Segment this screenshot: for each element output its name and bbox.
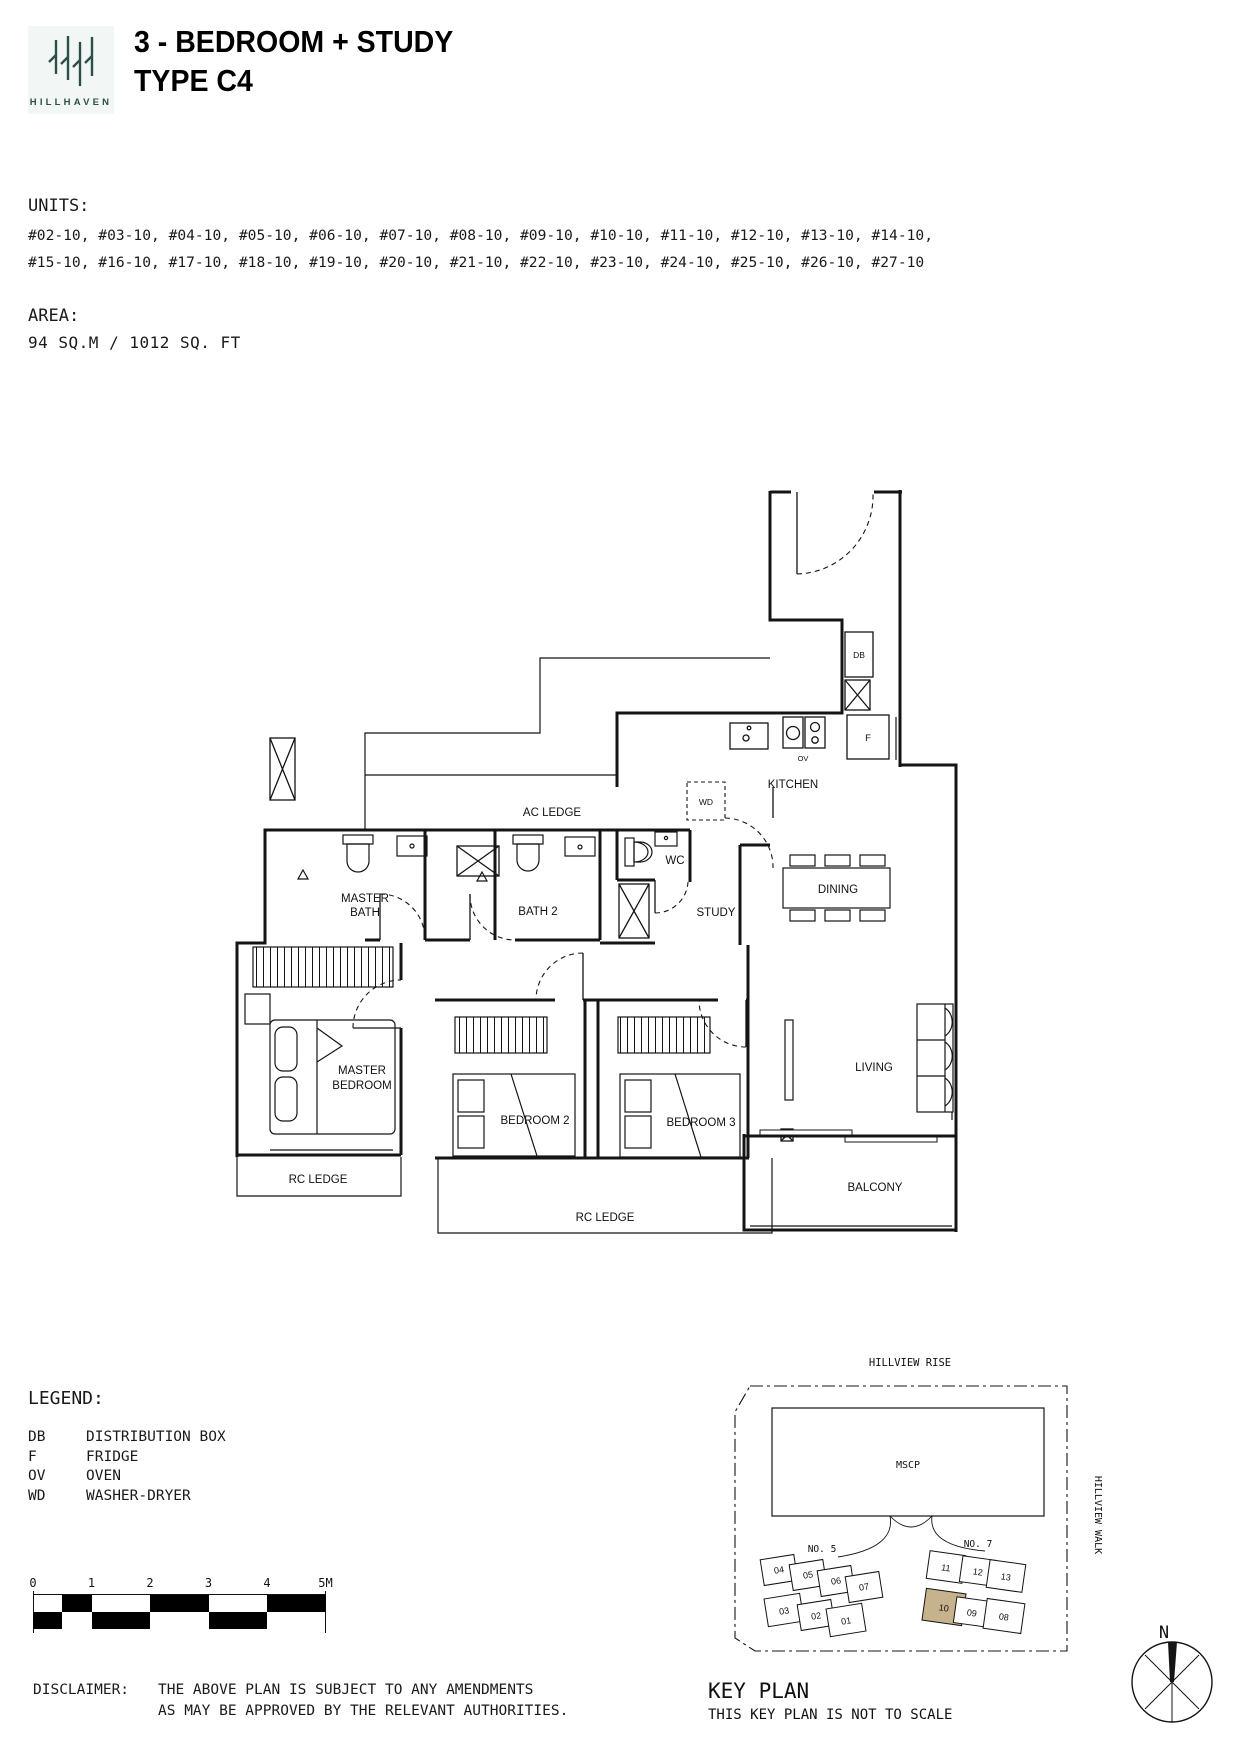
legend-abbr: DB [28, 1429, 46, 1445]
units-list [28, 222, 933, 276]
hillhaven-logo-icon [42, 34, 100, 90]
block-no7-units [922, 1551, 1026, 1634]
label-oven: OV [797, 754, 809, 763]
svg-text:08: 08 [998, 1611, 1010, 1623]
label-ac-ledge: AC LEDGE [522, 807, 582, 819]
label-bath2: BATH 2 [518, 906, 558, 918]
scale-tick-5: 5M [318, 1576, 333, 1590]
legend-abbr: WD [28, 1487, 46, 1504]
area-label: AREA: [28, 306, 80, 326]
disclaimer [33, 1680, 568, 1722]
svg-text:04: 04 [773, 1564, 785, 1576]
disclaimer-line-2: AS MAY BE APPROVED BY THE RELEVANT AUTHORITIES. [158, 1703, 569, 1719]
mscp-label: MSCP [895, 1460, 921, 1471]
label-study: STUDY [696, 907, 736, 919]
label-wc: WC [665, 855, 685, 867]
highlighted-unit-10: 10 [938, 1602, 950, 1614]
svg-text:09: 09 [966, 1607, 978, 1619]
legend-desc: DISTRIBUTION BOX [86, 1429, 226, 1445]
disclaimer-text [158, 1680, 568, 1722]
label-master-bedroom-2: BEDROOM [332, 1080, 392, 1092]
legend-row-wd [28, 1487, 226, 1507]
key-plan [640, 1350, 1240, 1755]
scale-tick-3: 3 [204, 1576, 213, 1590]
road-hillview-walk: HILLVIEW WALK [1092, 1475, 1103, 1555]
scale-tick-2: 2 [146, 1576, 154, 1590]
units-label: UNITS: [28, 196, 90, 216]
logo-wordmark: HILLHAVEN [29, 97, 113, 108]
legend-desc: OVEN [86, 1468, 121, 1484]
svg-text:13: 13 [1000, 1571, 1012, 1583]
driveway [838, 1516, 985, 1557]
north-compass-icon [1132, 1623, 1212, 1722]
hillhaven-logo [28, 26, 114, 114]
legend-items [28, 1428, 226, 1506]
label-db: DB [853, 650, 865, 660]
label-rc-ledge-left: RC LEDGE [288, 1174, 348, 1186]
label-master-bath-2: BATH [350, 907, 380, 919]
keyplan-title: KEY PLAN [708, 1679, 810, 1703]
title-line-1: 3 - BEDROOM + STUDY [134, 24, 454, 59]
area-value: 94 SQ.M / 1012 SQ. FT [28, 333, 241, 352]
legend-abbr: OV [28, 1468, 46, 1484]
legend-row-ov [28, 1467, 226, 1487]
scale-tick-4: 4 [263, 1576, 271, 1590]
label-master-bedroom-1: MASTER [338, 1065, 386, 1077]
label-master-bath-1: MASTER [341, 893, 389, 905]
block-no5-label: NO. 5 [807, 1544, 837, 1555]
scale-bar-blocks [33, 1594, 326, 1629]
disclaimer-label: DISCLAIMER: [33, 1682, 130, 1698]
legend-abbr: F [28, 1448, 37, 1465]
scale-tick-0: 0 [29, 1576, 37, 1590]
svg-text:02: 02 [810, 1610, 822, 1622]
svg-text:06: 06 [830, 1575, 842, 1587]
disclaimer-line-1: THE ABOVE PLAN IS SUBJECT TO ANY AMENDMENTS [158, 1682, 534, 1698]
svg-text:05: 05 [802, 1569, 814, 1581]
units-line-2: #15-10, #16-10, #17-10, #18-10, #19-10, #20-10, #21-10, #22-10, #23-10, #24-10, #25-10, #26-10, #27-10 [28, 254, 925, 271]
legend-desc: FRIDGE [86, 1448, 139, 1465]
svg-text:01: 01 [840, 1615, 852, 1627]
svg-text:03: 03 [778, 1605, 790, 1617]
page-title [134, 22, 453, 100]
door-swings [353, 492, 873, 1047]
legend-row-f [28, 1448, 226, 1468]
label-dining: DINING [817, 884, 859, 896]
label-living: LIVING [855, 1062, 893, 1074]
legend-row-db [28, 1428, 226, 1448]
label-fridge: F [865, 733, 871, 744]
living-furniture [785, 1004, 953, 1112]
label-kitchen: KITCHEN [767, 779, 819, 791]
label-balcony: BALCONY [847, 1182, 903, 1194]
scale-tick-1: 1 [87, 1576, 96, 1590]
road-hillview-rise: HILLVIEW RISE [868, 1357, 952, 1369]
legend-label: LEGEND: [28, 1388, 104, 1409]
scale-row-bottom [33, 1612, 326, 1629]
label-rc-ledge-bottom: RC LEDGE [575, 1212, 635, 1224]
floorplan-drawing [225, 480, 965, 1240]
block-no7-label: NO. 7 [963, 1539, 993, 1550]
title-line-2: TYPE C4 [134, 63, 253, 98]
svg-text:07: 07 [858, 1581, 870, 1593]
keyplan-subtitle: THIS KEY PLAN IS NOT TO SCALE [708, 1707, 953, 1723]
block-no5-units [760, 1555, 883, 1637]
thin-outlines [237, 658, 952, 1233]
svg-text:11: 11 [940, 1562, 952, 1574]
label-washer: WD [698, 797, 714, 807]
compass-n-label: N [1158, 1623, 1170, 1643]
legend-desc: WASHER-DRYER [86, 1487, 191, 1504]
label-bedroom2: BEDROOM 2 [500, 1115, 570, 1127]
label-bedroom3: BEDROOM 3 [666, 1117, 736, 1129]
units-line-1: #02-10, #03-10, #04-10, #05-10, #06-10, #07-10, #08-10, #09-10, #10-10, #11-10, #12-10, #13-10, #14-10, [28, 227, 933, 244]
scale-row-top [33, 1595, 326, 1612]
bathroom-fixtures [298, 832, 677, 881]
svg-text:12: 12 [972, 1566, 984, 1578]
scale-bar [29, 1576, 333, 1636]
